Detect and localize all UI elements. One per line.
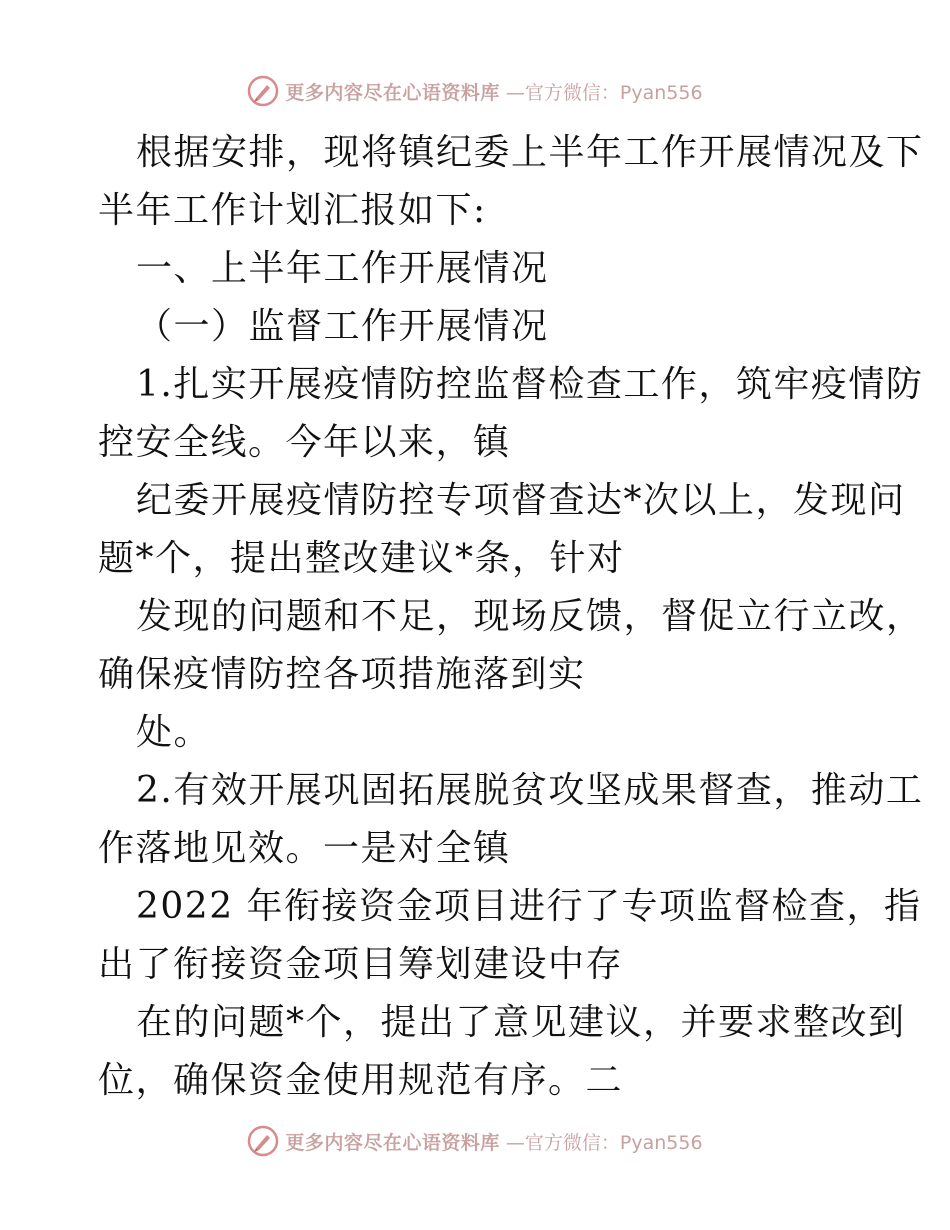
text-line: 纪委开展疫情防控专项督查达*次以上，发现问 (136, 480, 906, 521)
text-line: 根据安排，现将镇纪委上半年工作开展情况及下 (136, 132, 924, 173)
text-line: 确保疫情防控各项措施落到实 (98, 654, 586, 695)
text-line: 出了衔接资金项目筹划建设中存 (98, 944, 624, 985)
text-line: 2.有效开展巩固拓展脱贫攻坚成果督查，推动工 (136, 770, 924, 811)
text-line: 半年工作计划汇报如下: (98, 190, 487, 231)
text-line: 2022 年衔接资金项目进行了专项监督检查，指 (136, 886, 922, 927)
text-line: 处。 (136, 712, 212, 753)
text-line: 控安全线。今年以来，镇 (98, 422, 511, 463)
watermark-contact: —官方微信：Pyan556 (505, 81, 703, 104)
watermark-text: 更多内容尽在心语资料库 (285, 1131, 500, 1154)
watermark-contact: —官方微信：Pyan556 (505, 1131, 703, 1154)
subsection-heading: （一）监督工作开展情况 (136, 306, 549, 347)
text-line: 发现的问题和不足，现场反馈，督促立行立改， (136, 596, 924, 637)
section-heading: 一、上半年工作开展情况 (136, 248, 549, 289)
text-line: 1.扎实开展疫情防控监督检查工作，筑牢疫情防 (136, 364, 924, 405)
document-body (98, 124, 924, 1110)
text-line: 位，确保资金使用规范有序。二 (98, 1060, 624, 1101)
pen-logo-icon (247, 1125, 279, 1157)
text-line: 在的问题*个，提出了意见建议，并要求整改到 (136, 1002, 906, 1043)
text-line: 题*个，提出整改建议*条，针对 (98, 538, 625, 579)
footer-watermark (0, 1121, 950, 1161)
header-watermark (0, 71, 950, 111)
text-line: 作落地见效。一是对全镇 (98, 828, 511, 869)
pen-logo-icon (247, 75, 279, 107)
watermark-text: 更多内容尽在心语资料库 (285, 81, 500, 104)
